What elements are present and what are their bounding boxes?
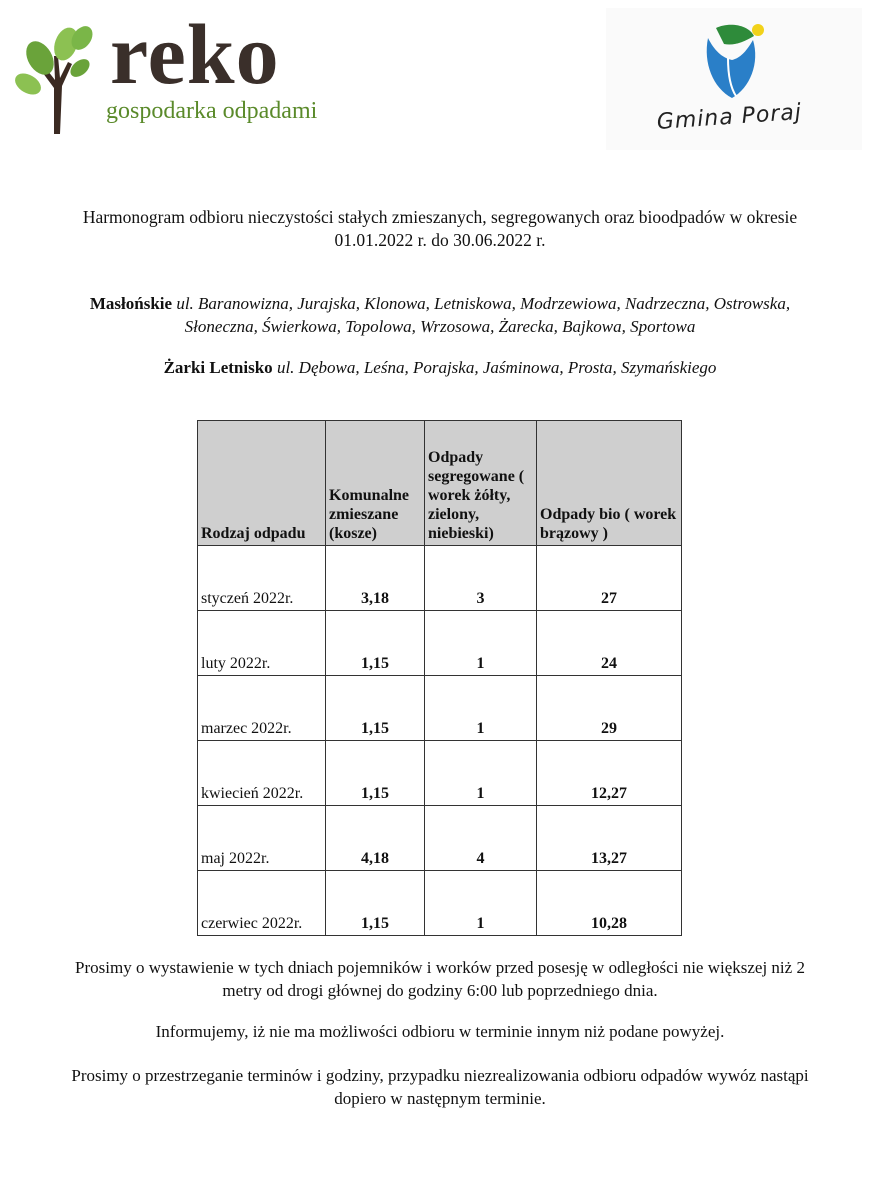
cell-mixed: 1,15	[326, 741, 425, 806]
header-bio: Odpady bio ( worek brązowy )	[537, 421, 682, 546]
area-place: Żarki Letnisko	[163, 358, 273, 377]
reko-tagline: gospodarka odpadami	[106, 98, 318, 124]
area-streets: ul. Baranowizna, Jurajska, Klonowa, Letniskowa, Modrzewiowa, Nadrzeczna, Ostrowska, Słoneczna, Świerkowa, Topolowa, Wrzosowa, Żarecka, Bajkowa, Sportowa	[176, 294, 791, 336]
note-observe-dates: Prosimy o przestrzeganie terminów i godziny, przypadku niezrealizowania odbioru odpadów wywóz nastąpi dopiero w następnym terminie.	[71, 1066, 809, 1108]
cell-mixed: 1,15	[326, 611, 425, 676]
cell-bio: 13,27	[537, 806, 682, 871]
cell-segregated: 4	[425, 806, 537, 871]
cell-month: luty 2022r.	[198, 611, 326, 676]
cell-segregated: 1	[425, 676, 537, 741]
area-zarki-letnisko	[60, 356, 820, 379]
cell-segregated: 1	[425, 871, 537, 936]
cell-month: czerwiec 2022r.	[198, 871, 326, 936]
note-placement: Prosimy o wystawienie w tych dniach pojemników i worków przed posesję w odległości nie większej niż 2 metry od drogi głównej do godziny 6:00 lub poprzedniego dnia.	[75, 958, 805, 1000]
area-place: Masłońskie	[89, 294, 173, 313]
area-streets: ul. Dębowa, Leśna, Porajska, Jaśminowa, Prosta, Szymańskiego	[276, 358, 717, 377]
cell-bio: 10,28	[537, 871, 682, 936]
gmina-logo	[606, 8, 862, 150]
table-row	[198, 546, 682, 611]
table-row	[198, 741, 682, 806]
header-segregated: Odpady segregowane ( worek żółty, zielony, niebieski)	[425, 421, 537, 546]
cell-bio: 12,27	[537, 741, 682, 806]
cell-mixed: 1,15	[326, 676, 425, 741]
area-maslonskie	[60, 292, 820, 338]
cell-bio: 27	[537, 546, 682, 611]
header-waste-type: Rodzaj odpadu	[198, 421, 326, 546]
cell-segregated: 1	[425, 611, 537, 676]
cell-month: kwiecień 2022r.	[198, 741, 326, 806]
cell-month: styczeń 2022r.	[198, 546, 326, 611]
cell-bio: 24	[537, 611, 682, 676]
schedule-title: Harmonogram odbioru nieczystości stałych zmieszanych, segregowanych oraz bioodpadów w okresie 01.01.2022 r. do 30.06.2022 r.	[82, 207, 798, 250]
tree-icon	[10, 16, 105, 136]
table-header-row	[198, 421, 682, 546]
note-no-other-dates: Informujemy, iż nie ma możliwości odbioru w terminie innym niż podane powyżej.	[155, 1022, 725, 1041]
cell-mixed: 4,18	[326, 806, 425, 871]
table-row	[198, 611, 682, 676]
cell-month: marzec 2022r.	[198, 676, 326, 741]
schedule-table	[197, 420, 682, 936]
header-mixed: Komunalne zmieszane (kosze)	[326, 421, 425, 546]
cell-mixed: 3,18	[326, 546, 425, 611]
cell-segregated: 3	[425, 546, 537, 611]
reko-wordmark: reko	[110, 6, 280, 102]
table-row	[198, 806, 682, 871]
cell-month: maj 2022r.	[198, 806, 326, 871]
cell-bio: 29	[537, 676, 682, 741]
cell-mixed: 1,15	[326, 871, 425, 936]
table-row	[198, 676, 682, 741]
table-row	[198, 871, 682, 936]
gmina-name: Gmina Poraj	[656, 99, 803, 135]
gmina-emblem-icon	[698, 18, 768, 108]
cell-segregated: 1	[425, 741, 537, 806]
reko-logo	[10, 6, 350, 130]
